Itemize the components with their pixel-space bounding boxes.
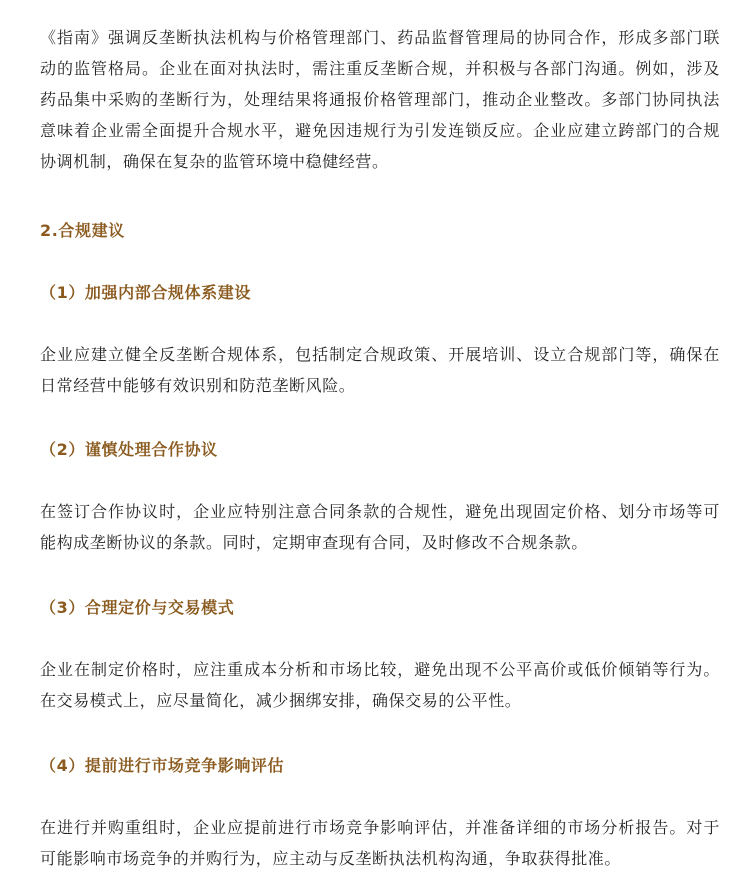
section-heading-compliance-advice: 2.合规建议 <box>40 221 125 240</box>
suggestion-2-heading: （2）谨慎处理合作协议 <box>40 440 218 459</box>
suggestion-2-body: 在签订合作协议时，企业应特别注意合同条款的合规性，避免出现固定价格、划分市场等可能构成垄断协议的条款。同时，定期审查现有合同，及时修改不合规条款。 <box>40 502 720 552</box>
suggestion-4-heading: （4）提前进行市场竞争影响评估 <box>40 756 285 775</box>
intro-paragraph: 《指南》强调反垄断执法机构与价格管理部门、药品监督管理局的协同合作，形成多部门联动的监管格局。企业在面对执法时，需注重反垄断合规，并积极与各部门沟通。例如，涉及药品集中采购的垄断行为，处理结果将通报价格管理部门，推动企业整改。多部门协同执法意味着企业需全面提升合规水平，避免因违规行为引发连锁反应。企业应建立跨部门的合规协调机制，确保在复杂的监管环境中稳健经营。 <box>40 28 720 171</box>
suggestion-3-heading: （3）合理定价与交易模式 <box>40 598 235 617</box>
suggestion-1-body: 企业应建立健全反垄断合规体系，包括制定合规政策、开展培训、设立合规部门等，确保在日常经营中能够有效识别和防范垄断风险。 <box>40 345 720 395</box>
suggestion-3-body: 企业在制定价格时，应注重成本分析和市场比较，避免出现不公平高价或低价倾销等行为。在交易模式上，应尽量简化，减少捆绑安排，确保交易的公平性。 <box>40 660 720 710</box>
suggestion-4-body: 在进行并购重组时，企业应提前进行市场竞争影响评估，并准备详细的市场分析报告。对于可能影响市场竞争的并购行为，应主动与反垄断执法机构沟通，争取获得批准。 <box>40 818 720 868</box>
suggestion-1-heading: （1）加强内部合规体系建设 <box>40 283 251 302</box>
